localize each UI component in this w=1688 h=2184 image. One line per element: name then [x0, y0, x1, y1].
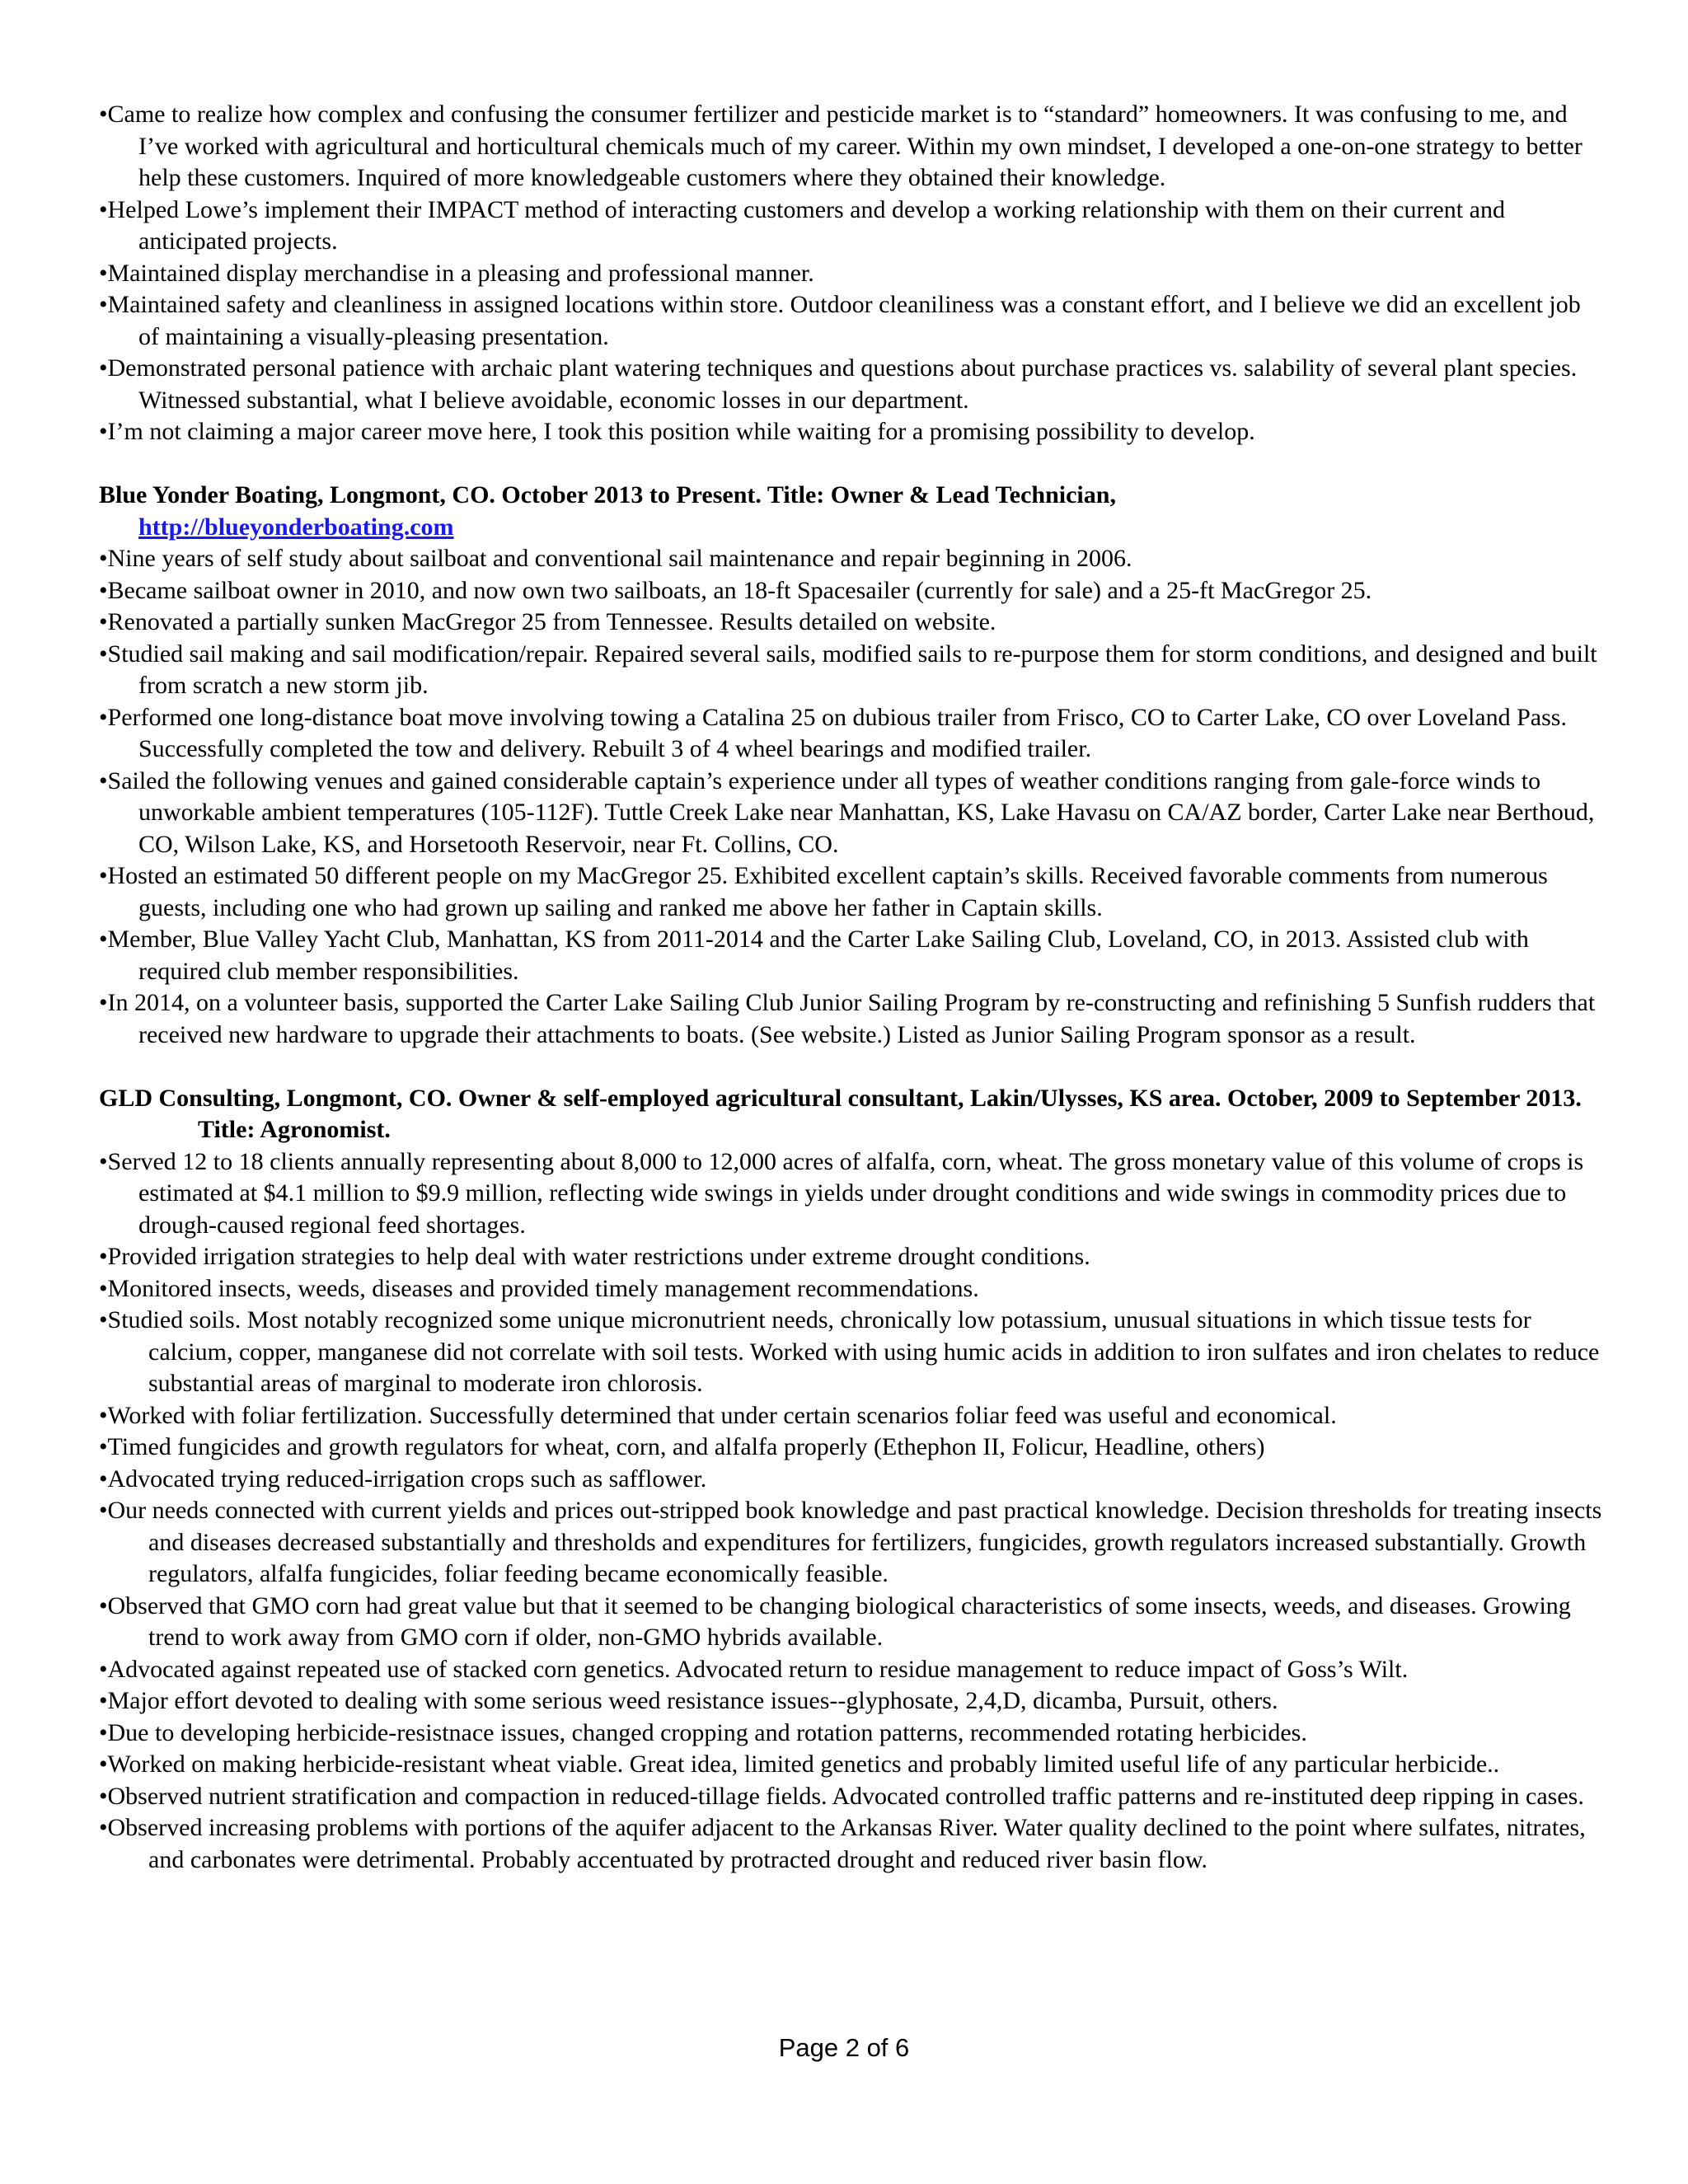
section-spacer	[99, 1051, 1607, 1083]
blue-yonder-heading: Blue Yonder Boating, Longmont, CO. October 2013 to Present. Title: Owner & Lead Technician,	[99, 481, 1116, 509]
list-item: •Renovated a partially sunken MacGregor 25 from Tennessee. Results detailed on website.	[99, 608, 996, 635]
page-content	[99, 99, 1607, 1876]
list-item: •Observed that GMO corn had great value but that it seemed to be changing biological characteristics of some insects, weeds, and diseases. Growing trend to work away from GMO corn if older, non-GMO hybrids available.	[99, 1591, 1571, 1651]
list-item: •Timed fungicides and growth regulators for wheat, corn, and alfalfa properly (Ethephon II, Folicur, Headline, others)	[99, 1433, 1265, 1460]
list-item: •Monitored insects, weeds, diseases and provided timely management recommendations.	[99, 1274, 979, 1302]
list-item: •Hosted an estimated 50 different people on my MacGregor 25. Exhibited excellent captain’s skills. Received favorable comments from numerous guests, including one who had grown up sailing and ranked me above her father in Captain skills.	[99, 862, 1548, 921]
list-item: •Advocated against repeated use of stacked corn genetics. Advocated return to residue management to reduce impact of Goss’s Wilt.	[99, 1655, 1409, 1683]
list-item: •Performed one long-distance boat move involving towing a Catalina 25 on dubious trailer from Frisco, CO to Carter Lake, CO over Loveland Pass. Successfully completed the tow and delivery. Rebuilt 3 of 4 wheel bearings and modified trailer.	[99, 703, 1567, 762]
list-item: •Studied soils. Most notably recognized some unique micronutrient needs, chronically low potassium, unusual situations in which tissue tests for calcium, copper, manganese did not correlate with soil tests. Worked with using humic acids in addition to iron sulfates and iron chelates to reduce substantial areas of marginal to moderate iron chlorosis.	[99, 1306, 1600, 1397]
list-item: •Advocated trying reduced-irrigation crops such as safflower.	[99, 1465, 707, 1493]
gld-consulting-section	[99, 1083, 1607, 1877]
list-item: •Studied sail making and sail modification/repair. Repaired several sails, modified sails to re-purpose them for storm conditions, and designed and built from scratch a new storm jib.	[99, 640, 1597, 699]
list-item: •Served 12 to 18 clients annually representing about 8,000 to 12,000 acres of alfalfa, corn, wheat. The gross monetary value of this volume of crops is estimated at $4.1 million to $9.9 million, reflecting wide swings in yields under drought conditions and wide swings in commodity prices due to drough-caused regional feed shortages.	[99, 1147, 1584, 1239]
list-item: •Observed increasing problems with portions of the aquifer adjacent to the Arkansas River. Water quality declined to the point where sulfates, nitrates, and carbonates were detrimental. Probably accentuated by protracted drought and reduced river basin flow.	[99, 1814, 1586, 1873]
list-item: •Demonstrated personal patience with archaic plant watering techniques and questions about purchase practices vs. salability of several plant species. Witnessed substantial, what I believe avoidable, economic losses in our department.	[99, 354, 1578, 414]
list-item: •Worked on making herbicide-resistant wheat viable. Great idea, limited genetics and probably limited useful life of any particular herbicide..	[99, 1750, 1500, 1778]
list-item: •Maintained display merchandise in a pleasing and professional manner.	[99, 259, 814, 287]
list-item: •In 2014, on a volunteer basis, supported the Carter Lake Sailing Club Junior Sailing Program by re-constructing and refinishing 5 Sunfish rudders that received new hardware to upgrade their attachments to boats. (See website.) Listed as Junior Sailing Program sponsor as a result.	[99, 989, 1596, 1048]
list-item: •Came to realize how complex and confusing the consumer fertilizer and pesticide market is to “standard” homeowners. It was confusing to me, and I’ve worked with agricultural and horticultural chemicals much of my career. Within my own mindset, I developed a one-on-one strategy to better help these customers. Inquired of more knowledgeable customers where they obtained their knowledge.	[99, 101, 1582, 191]
list-item: •I’m not claiming a major career move here, I took this position while waiting for a promising possibility to develop.	[99, 418, 1255, 445]
list-item: •Our needs connected with current yields and prices out-stripped book knowledge and past practical knowledge. Decision thresholds for treating insects and diseases decreased substantially and thresholds and expenditures for fertilizers, fungicides, growth regulators increased substantially. Growth regulators, alfalfa fungicides, foliar feeding became economically feasible.	[99, 1497, 1602, 1587]
list-item: •Due to developing herbicide-resistnace issues, changed cropping and rotation patterns, recommended rotating herbicides.	[99, 1718, 1307, 1746]
section-spacer	[99, 448, 1607, 480]
gld-heading: GLD Consulting, Longmont, CO. Owner & self-employed agricultural consultant, Lakin/Ulysses, KS area. October, 2009 to September 2013. Title: Agronomist.	[99, 1084, 1582, 1143]
list-item: •Observed nutrient stratification and compaction in reduced-tillage fields. Advocated controlled traffic patterns and re-instituted deep ripping in cases.	[99, 1782, 1584, 1810]
list-item: •Provided irrigation strategies to help deal with water restrictions under extreme drought conditions.	[99, 1243, 1090, 1270]
list-item: •Worked with foliar fertilization. Successfully determined that under certain scenarios foliar feed was useful and economical.	[99, 1401, 1337, 1429]
list-item: •Nine years of self study about sailboat and conventional sail maintenance and repair beginning in 2006.	[99, 545, 1132, 572]
list-item: •Maintained safety and cleanliness in assigned locations within store. Outdoor cleaniliness was a constant effort, and I believe we did an excellent job of maintaining a visually-pleasing presentation.	[99, 291, 1581, 350]
list-item: •Major effort devoted to dealing with some serious weed resistance issues--glyphosate, 2,4,D, dicamba, Pursuit, others.	[99, 1687, 1278, 1714]
list-item: •Sailed the following venues and gained considerable captain’s experience under all types of weather conditions ranging from gale-force winds to unworkable ambient temperatures (105-112F). Tuttle Creek Lake near Manhattan, KS, Lake Havasu on CA/AZ border, Carter Lake near Berthoud, CO, Wilson Lake, KS, and Horsetooth Reservoir, near Ft. Collins, CO.	[99, 766, 1595, 858]
blue-yonder-website-link[interactable]: http://blueyonderboating.com	[138, 513, 454, 541]
blue-yonder-section	[99, 480, 1607, 1051]
list-item: •Member, Blue Valley Yacht Club, Manhattan, KS from 2011-2014 and the Carter Lake Sailing Club, Loveland, CO, in 2013. Assisted club with required club member responsibilities.	[99, 926, 1529, 985]
list-item: •Helped Lowe’s implement their IMPACT method of interacting customers and develop a working relationship with them on their current and anticipated projects.	[99, 195, 1505, 255]
website-link-line	[99, 512, 1607, 544]
lowes-bullet-list	[99, 99, 1607, 448]
page-number-footer: Page 2 of 6	[778, 2033, 910, 2062]
list-item: •Became sailboat owner in 2010, and now own two sailboats, an 18-ft Spacesailer (currently for sale) and a 25-ft MacGregor 25.	[99, 576, 1372, 604]
